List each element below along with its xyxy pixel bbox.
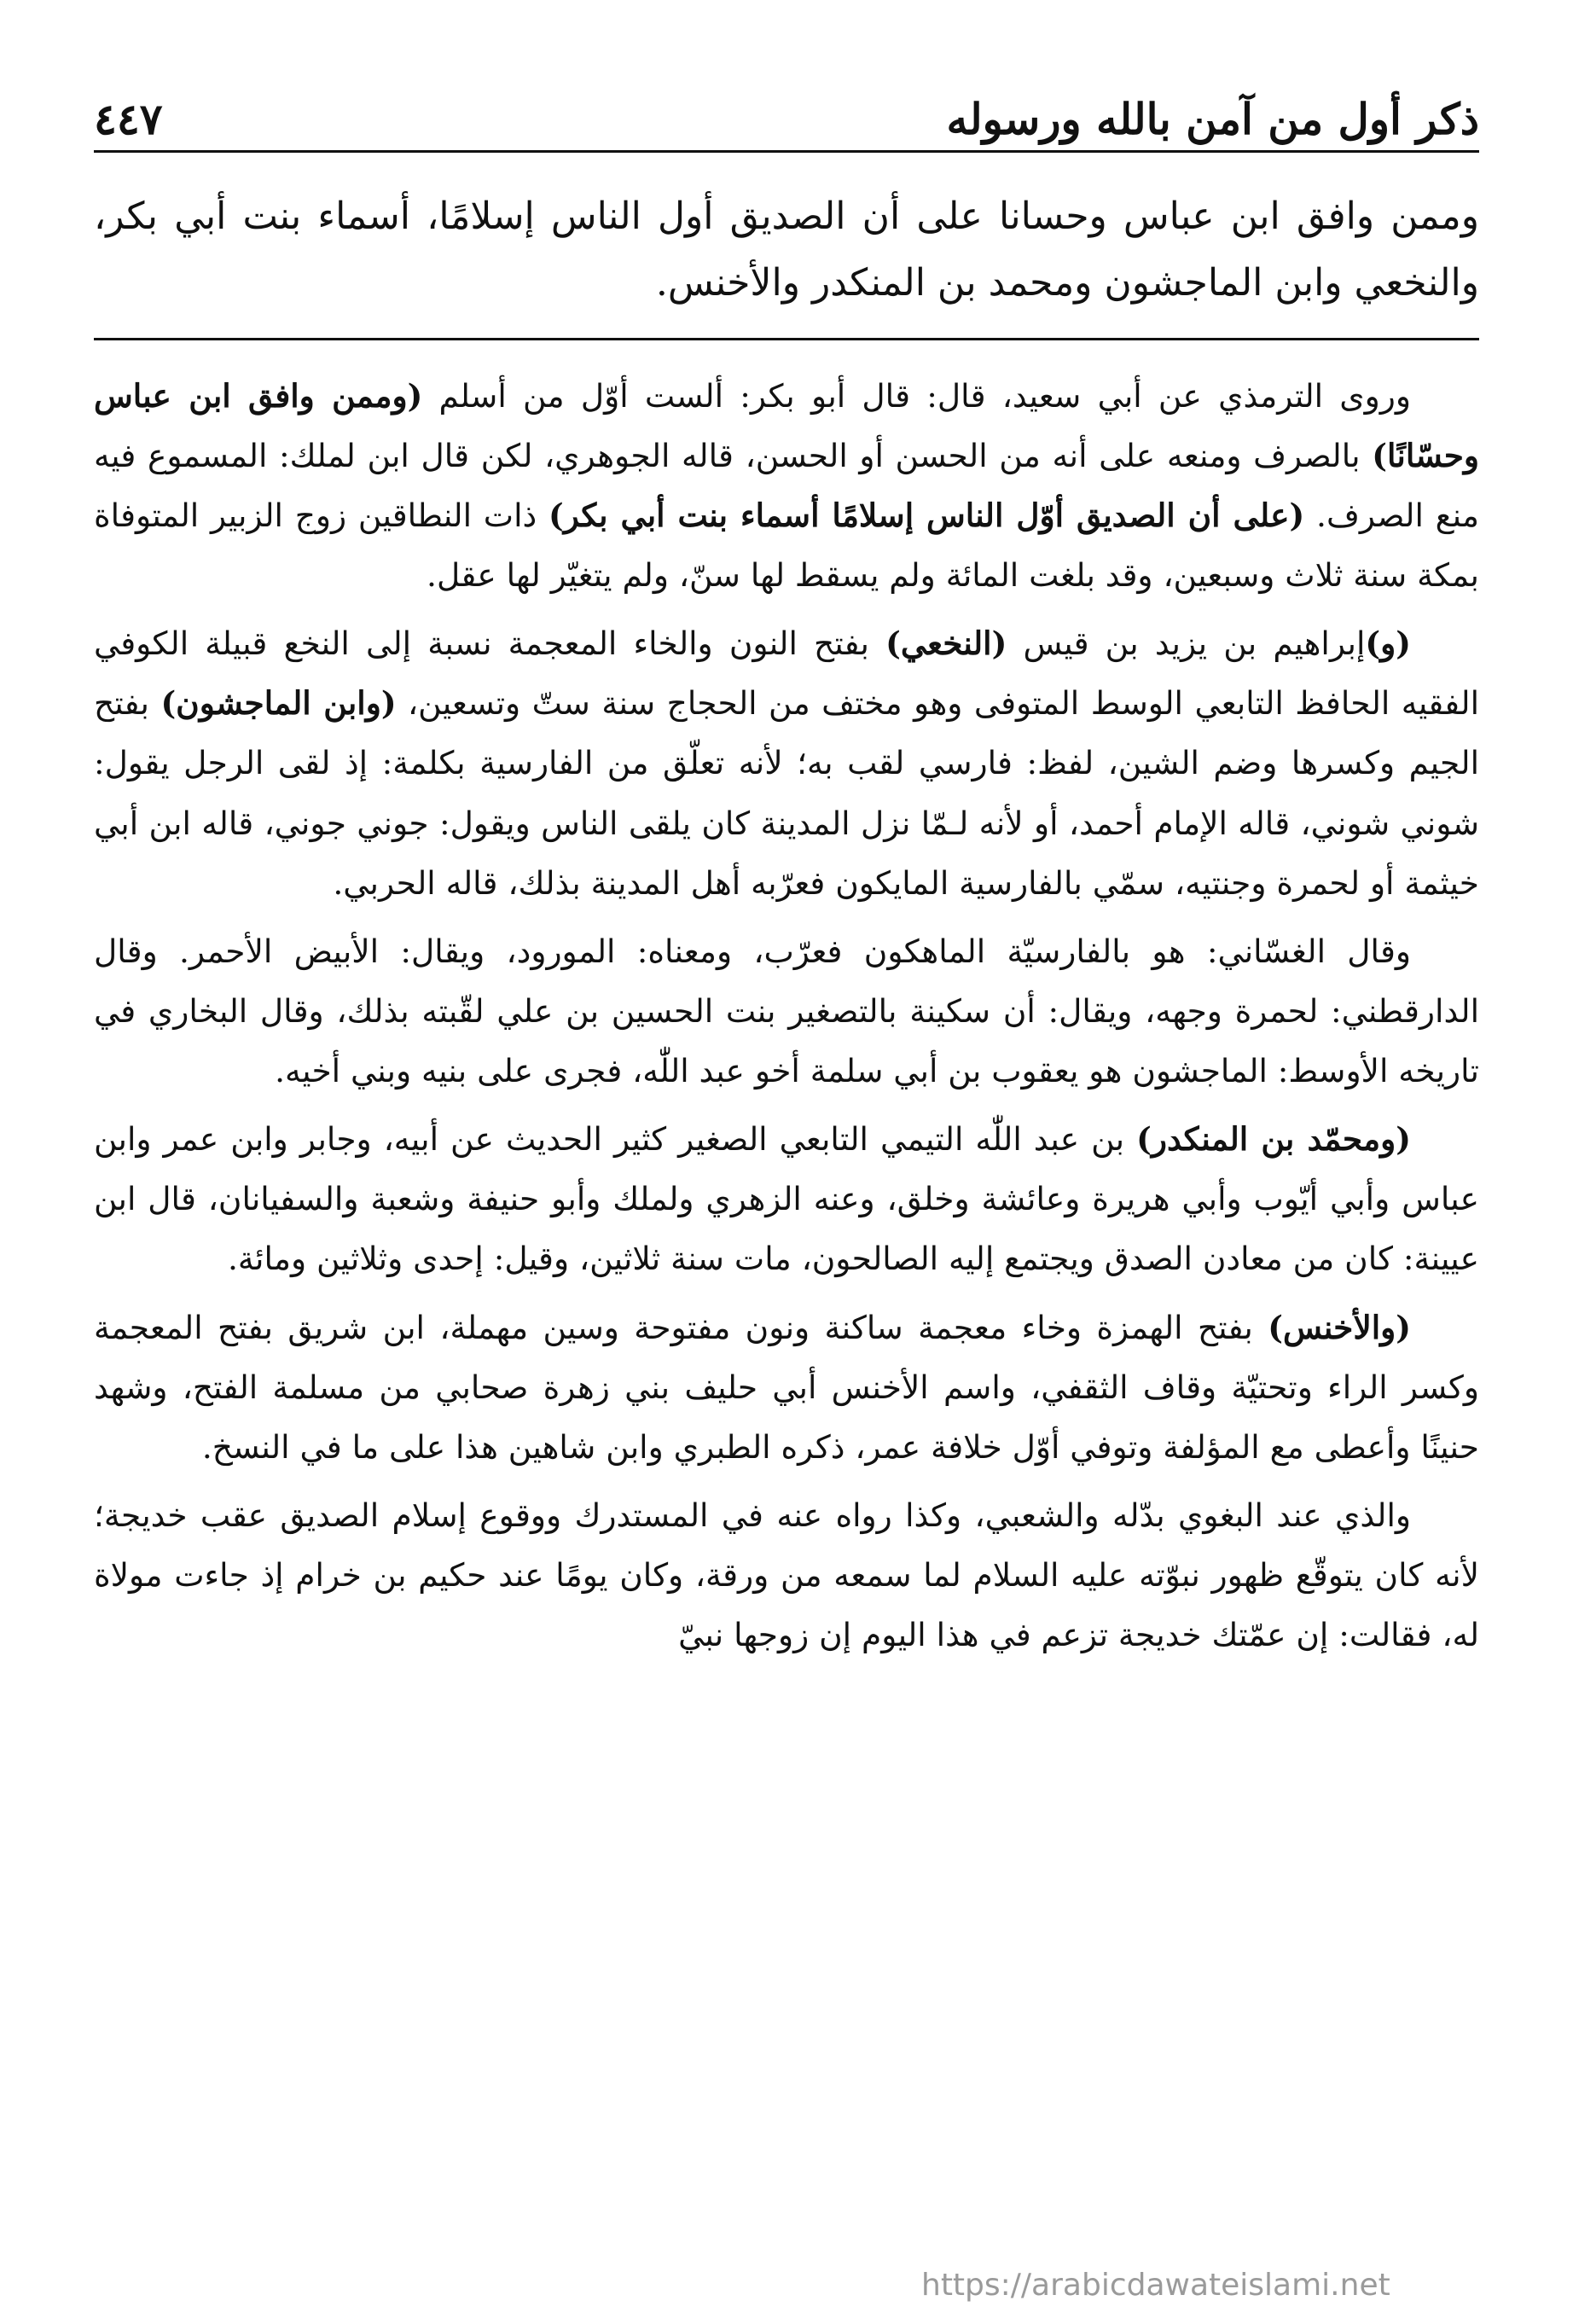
commentary-text: بفتح الهمزة وخاء معجمة ساكنة ونون مفتوحة وسين مهملة، ابن شريق بفتح المعجمة وكسر الراء وتحتيّة وقاف الثقفي، واسم الأخنس أبي حليف بني زهرة صحابي من مسلمة الفتح، وشهد حنينًا وأعطى مع المؤلفة وتوفي أوّل خلافة عمر، ذكره الطبري وابن شاهين هذا على ما في النسخ.: [94, 1308, 1479, 1466]
quoted-lemma: (و): [1365, 625, 1411, 663]
quoted-lemma: (وممن وافق ابن عباس وحسّانًا): [94, 376, 1479, 474]
commentary-paragraph-5: [94, 1298, 1479, 1477]
quoted-lemma: (النخعي): [885, 625, 1007, 663]
watermark-url: https://arabicdawateislami.net: [921, 2268, 1390, 2303]
quoted-lemma: (ومحمّد بن المنكدر): [1136, 1120, 1411, 1159]
commentary-text: إبراهيم بن يزيد بن قيس: [1007, 625, 1366, 663]
commentary-text: بفتح النون والخاء المعجمة نسبة إلى النخع قبيلة الكوفي الفقيه الحافظ التابعي الوسط المتوفى وهو مختف من الحجاج سنة ستّ وتسعين،: [94, 625, 1479, 723]
quoted-lemma: (والأخنس): [1268, 1308, 1411, 1346]
commentary-text: بالصرف ومنعه على أنه من الحسن أو الحسن، قاله الجوهري، لكن قال ابن لملك: المسموع فيه منع الصرف.: [94, 436, 1479, 534]
quoted-lemma: (على أن الصديق أوّل الناس إسلامًا أسماء بنت أبي بكر): [548, 496, 1305, 534]
commentary-text: وقال الغسّاني: هو بالفارسيّة الماهكون فعرّب، ومعناه: المورود، ويقال: الأبيض الأحمر. وقال الدارقطني: لحمرة وجهه، ويقال: أن سكينة بالتصغير بنت الحسين بن علي لقّبته بذلك، وقال البخاري في تاريخه الأوسط: الماجشون هو يعقوب بن أبي سلمة أخو عبد اللّٰه، فجرى على بنيه وبني أخيه.: [94, 932, 1479, 1089]
main-text: [94, 183, 1479, 340]
running-header: [94, 77, 1479, 153]
commentary-text: بفتح الجيم وكسرها وضم الشين، لفظ: فارسي لقب به؛ لأنه تعلّق من الفارسية بكلمة: إذ لقى الرجل يقول: شوني شوني، قاله الإمام أحمد، أو لأنه لـمّا نزل المدينة كان يلقى الناس ويقول: جوني جوني، قاله ابن أبي خيثمة أو لحمرة وجنتيه، سمّي بالفارسية المايكون فعرّبه أهل المدينة بذلك، قاله الحربي.: [94, 684, 1479, 902]
page-number: ٤٤٧: [94, 94, 163, 144]
commentary-paragraph-6: [94, 1485, 1479, 1665]
commentary-paragraph-1: [94, 366, 1479, 606]
commentary-paragraph-3: [94, 921, 1479, 1101]
commentary-text: ذات النطاقين زوج الزبير المتوفاة بمكة سنة ثلاث وسبعين، وقد بلغت المائة ولم يسقط لها سنّ، ولم يتغيّر لها عقل.: [94, 496, 1479, 594]
commentary-text: والذي عند البغوي بدّله والشعبي، وكذا رواه عنه في المستدرك ووقوع إسلام الصديق عقب خديجة؛ لأنه كان يتوقّع ظهور نبوّته عليه السلام لما سمعه من ورقة، وكان يومًا عند حكيم بن خرام إذ جاءت مولاة له، فقالت: إن عمّتك خديجة تزعم في هذا اليوم إن زوجها نبيّ: [94, 1496, 1479, 1654]
quoted-lemma: (وابن الماجشون): [160, 684, 397, 723]
commentary-text: بن عبد اللّٰه التيمي التابعي الصغير كثير الحديث عن أبيه، وجابر وابن عمر وابن عباس وأبي أيّوب وأبي هريرة وعائشة وخلق، وعنه الزهري ولملك وأبو حنيفة وشعبة والسفيانان، قال ابن عيينة: كان من معادن الصدق ويجتمع إليه الصالحون، مات سنة ثلاثين، وقيل: إحدى وثلاثين ومائة.: [94, 1120, 1479, 1278]
main-text-paragraph: وممن وافق ابن عباس وحسانا على أن الصديق أول الناس إسلامًا، أسماء بنت أبي بكر، والنخعي وابن الماجشون ومحمد بن المنكدر والأخنس.: [94, 195, 1479, 305]
commentary-text: وروى الترمذي عن أبي سعيد، قال: قال أبو بكر: ألست أوّل من أسلم: [422, 376, 1411, 415]
running-title: ذكر أول من آمن بالله ورسوله: [946, 94, 1479, 144]
commentary-paragraph-4: [94, 1109, 1479, 1288]
commentary: [94, 366, 1479, 1665]
commentary-paragraph-2: [94, 613, 1479, 913]
